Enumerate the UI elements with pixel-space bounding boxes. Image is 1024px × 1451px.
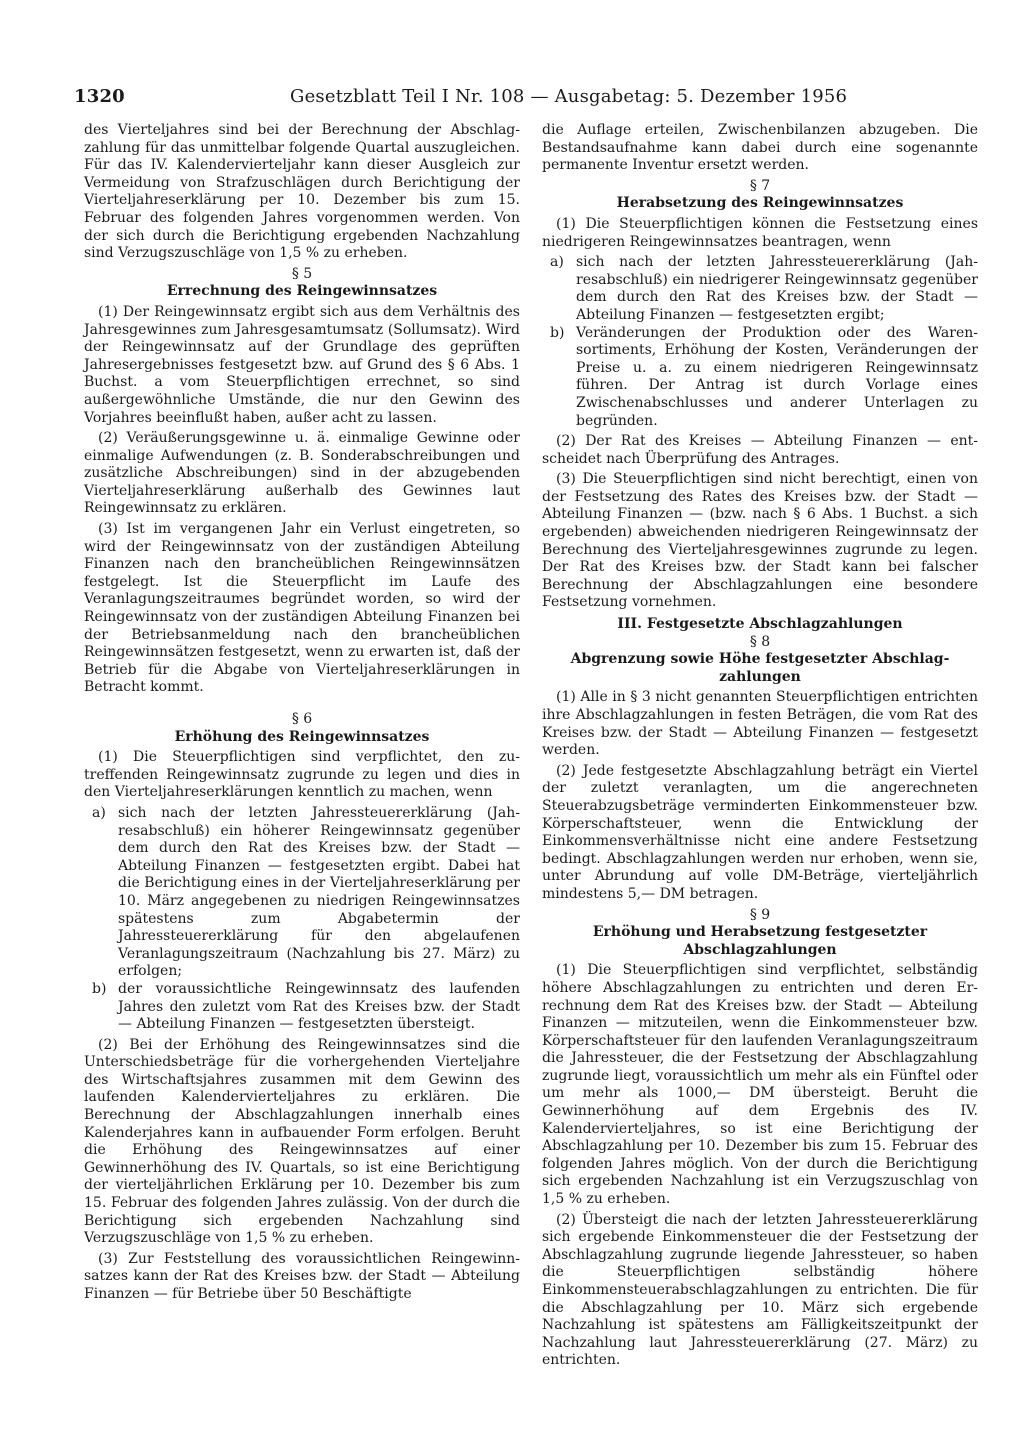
page-number: 1320 bbox=[74, 86, 125, 107]
paragraph: (3) Zur Feststellung des voraussichtlichen Reingewinnsatzes kann der Rat des Kreises bzw. der Stadt — Abteilung Finanzen — für Betriebe über 50 Beschäftigte bbox=[84, 1250, 520, 1302]
section-number: § 5 bbox=[291, 265, 313, 282]
list-item-text: der voraussichtliche Reingewinnsatz des laufenden Jahres den zuletzt vom Rat des Kreises bzw. der Stadt — Abteilung Finanzen — festgesetzten übersteigt. bbox=[118, 980, 520, 1033]
right-column bbox=[542, 122, 978, 1373]
section-number: § 8 bbox=[749, 633, 771, 650]
paragraph: (2) Übersteigt die nach der letzten Jahressteuererklärung sich ergebende Einkommensteuer die der Festsetzung der Abschlagzahlung zugrunde liegende Jahressteuer, so haben die Steuerpflichtigen selbständig höhere Einkommensteuerabschlagzahlungen zu entrichten. Die für die Abschlagzahlung per 10. März sich ergebende Nachzahlung ist spätestens am Fälligkeitszeitpunkt der Nachzahlung laut Jahressteuererklärung (27. März) zu entrichten. bbox=[542, 1211, 978, 1369]
list-item bbox=[84, 981, 520, 1034]
section-title: Erhöhung und Herabsetzung festgesetzter Abschlagzahlungen bbox=[592, 924, 928, 958]
list-item-label: a) bbox=[550, 254, 564, 271]
list-item bbox=[542, 254, 978, 324]
paragraph: (2) Der Rat des Kreises — Abteilung Finanzen — entscheidet nach Überprüfung des Antrages. bbox=[542, 433, 978, 467]
section-number: § 6 bbox=[291, 711, 313, 727]
paragraph: (1) Die Steuerpflichtigen sind verpflichtet, den zutreffenden Reingewinnsatz zugrunde zu legen und dies in den Vierteljahreserklärungen kenntlich zu machen, wenn bbox=[84, 749, 520, 801]
list-item bbox=[542, 325, 978, 431]
paragraph: (3) Ist im vergangenen Jahr ein Verlust eingetreten, so wird der Reingewinnsatz von der zuständigen Abteilung Finanzen nach den brancheüblichen Reingewinnsätzen festgelegt. Ist die Steuerpflicht im Laufe des Veranlagungszeitraumes begründet worden, so wird der Reingewinnsatz von der zuständigen Abteilung Finanzen bei der Betriebsanmeldung nach den brancheüblichen Reingewinnsätzen festgesetzt, wenn zu erwarten ist, daß der Betrieb für die Abgabe von Vierteljahreserklärungen in Betracht kommt. bbox=[84, 521, 520, 696]
paragraph: (3) Die Steuerpflichtigen sind nicht berechtigt, einen von der Festsetzung des Rates des Kreises bzw. der Stadt — Abteilung Finanzen — (bzw. nach § 6 Abs. 1 Buchst. a sich ergebenden) abweichenden niedrigeren Reingewinnsatz der Berechnung des Vierteljahresgewinnes zugrunde zu legen. Der Rat des Kreises bzw. der Stadt kann bei falscher Berechnung der Abschlagzahlungen eine besondere Festsetzung vornehmen. bbox=[542, 471, 978, 611]
list-item-text: Veränderungen der Produktion oder des Warensortiments, Erhöhung der Kosten, Veränderungen der Preise u. a. zu einem niedrigeren Reingewinnsatz führen. Der Antrag ist durch Vorlage eines Zwischenabschlusses und anderer Unterlagen zu begründen. bbox=[576, 324, 978, 429]
section-title: Erhöhung des Reingewinnsatzes bbox=[174, 728, 430, 745]
list-item-label: b) bbox=[92, 980, 107, 997]
continued-paragraph: die Auflage erteilen, Zwischenbilanzen abzugeben. Die Bestandsaufnahme kann dabei durch eine sogenannte permanente Inventur ersetzt werden. bbox=[542, 122, 978, 174]
paragraph: (2) Jede festgesetzte Abschlagzahlung beträgt ein Viertel der zuletzt veranlagten, um die angerechneten Steuerabzugsbeträge verminderten Einkommensteuer bzw. Körperschaftsteuer, wenn die Entwicklung der Einkommensverhältnisse nicht eine andere Festsetzung bedingt. Abschlagzahlungen werden nur erhoben, wenn sie, unter Abrundung auf volle DM-Beträge, vierteljährlich mindestens 5,— DM betragen. bbox=[542, 762, 978, 902]
section-number: § 9 bbox=[749, 906, 771, 923]
list-item-text: sich nach der letzten Jahressteuererklärung (Jahresabschluß) ein höherer Reingewinnsatz gegenüber dem durch den Rat des Kreises bzw. der Stadt — Abteilung Finanzen — festgesetzten ergibt. Dabei hat die Berichtigung eines in der Vierteljahreserklärung per 10. März angegebenen zu niedrigen Reingewinnsatzes spätestens zum Abgabetermin der Jahressteuererklärung für den abgelaufenen Veranlagungszeitraum (Nachzahlung bis 27. März) zu erfolgen; bbox=[118, 804, 520, 980]
paragraph: (2) Veräußerungsgewinne u. ä. einmalige Gewinne oder einmalige Aufwendungen (z. B. Sonderabschreibungen und zusätzliche Abschreibungen) sind in der abzugebenden Vierteljahreserklärung außerhalb des Gewinnes laut Reingewinnsatz zu erklären. bbox=[84, 430, 520, 517]
list-item-label: a) bbox=[92, 804, 106, 821]
paragraph: (1) Alle in § 3 nicht genannten Steuerpflichtigen entrichten ihre Abschlagzahlungen in festen Beträgen, die vom Rat des Kreises bzw. der Stadt — Abteilung Finanzen — festgesetzt werden. bbox=[542, 689, 978, 759]
left-column bbox=[84, 122, 520, 1307]
masthead: Gesetzblatt Teil I Nr. 108 — Ausgabetag: 5. Dezember 1956 bbox=[290, 86, 848, 107]
list-item-label: b) bbox=[550, 324, 565, 341]
section-number: § 7 bbox=[749, 177, 771, 194]
section-title: Herabsetzung des Reingewinnsatzes bbox=[616, 195, 904, 212]
paragraph: (1) Der Reingewinnsatz ergibt sich aus dem Verhältnis des Jahresgewinnes zum Jahresgesamtumsatz (Sollumsatz). Wird der Reingewinnsatz auf der Grundlage des geprüften Jahresergebnisses festgesetzt bzw. auf Grund des § 6 Abs. 1 Buchst. a vom Steuerpflichtigen errechnet, so sind außergewöhnliche Umstände, die nur den Gewinn des Vorjahres beeinflußt haben, außer acht zu lassen. bbox=[84, 303, 520, 426]
list-item-text: sich nach der letzten Jahressteuererklärung (Jahresabschluß) ein niedrigerer Reingewinnsatz gegenüber dem durch den Rat des Kreises bzw. der Stadt — Abteilung Finanzen — festgesetzten ergibt; bbox=[576, 254, 978, 323]
section-title: Abgrenzung sowie Höhe festgesetzter Abschlagzahlungen bbox=[570, 651, 950, 685]
paragraph: (1) Die Steuerpflichtigen sind verpflichtet, selbständig höhere Abschlagzahlungen zu entrichten und deren Errechnung dem Rat des Kreises bzw. der Stadt — Abteilung Finanzen — mitzuteilen, wenn die Einkommensteuer bzw. Körperschaftsteuer für den laufenden Veranlagungszeitraum die Jahressteuer, die der Festsetzung der Abschlagzahlung zugrunde liegt, voraussichtlich um mehr als ein Fünftel oder um mehr als 1000,— DM übersteigt. Beruht die Gewinnerhöhung auf dem Ergebnis des IV. Kalendervierteljahres, so ist eine Berichtigung der Abschlagzahlung per 10. Dezember bis zum 15. Februar des folgenden Jahres möglich. Von der durch die Berichtigung sich ergebenden Nachzahlung ist ein Verzugszuschlag von 1,5 % zu erheben. bbox=[542, 962, 978, 1208]
page-header bbox=[70, 84, 960, 114]
continued-paragraph: des Vierteljahres sind bei der Berechnung der Abschlagzahlung für das unmittelbar folgende Quartal auszugleichen. Für das IV. Kalendervierteljahr kann dieser Ausgleich zur Vermeidung von Strafzuschlägen durch Berichtigung der Vierteljahreserklärung per 10. Dezember bis zum 15. Februar des folgenden Jahres vorgenommen werden. Von der sich durch die Berichtigung ergebenden Nachzahlung sind Verzugszuschläge von 1,5 % zu erheben. bbox=[84, 122, 520, 262]
section-title: Errechnung des Reingewinnsatzes bbox=[166, 283, 438, 300]
paragraph: (1) Die Steuerpflichtigen können die Festsetzung eines niedrigeren Reingewinnsatzes beantragen, wenn bbox=[542, 215, 978, 250]
paragraph: (2) Bei der Erhöhung des Reingewinnsatzes sind die Unterschiedsbeträge für die vorhergehenden Vierteljahre des Wirtschaftsjahres zusammen mit dem Gewinn des laufenden Kalendervierteljahres zu erklären. Die Berechnung der Abschlagzahlungen innerhalb eines Kalenderjahres kann in aufbauender Form erfolgen. Beruht die Erhöhung des Reingewinnsatzes auf einer Gewinnerhöhung des IV. Quartals, so ist eine Berichtigung der vierteljährlichen Erklärung per 10. Dezember bis zum 15. Februar des folgenden Jahres zulässig. Von der durch die Berichtigung sich ergebenden Nachzahlung sind Verzugszuschläge von 1,5 % zu erheben. bbox=[84, 1036, 520, 1247]
part-title: III. Festgesetzte Abschlagzahlungen bbox=[617, 616, 903, 633]
list-item bbox=[84, 805, 520, 981]
